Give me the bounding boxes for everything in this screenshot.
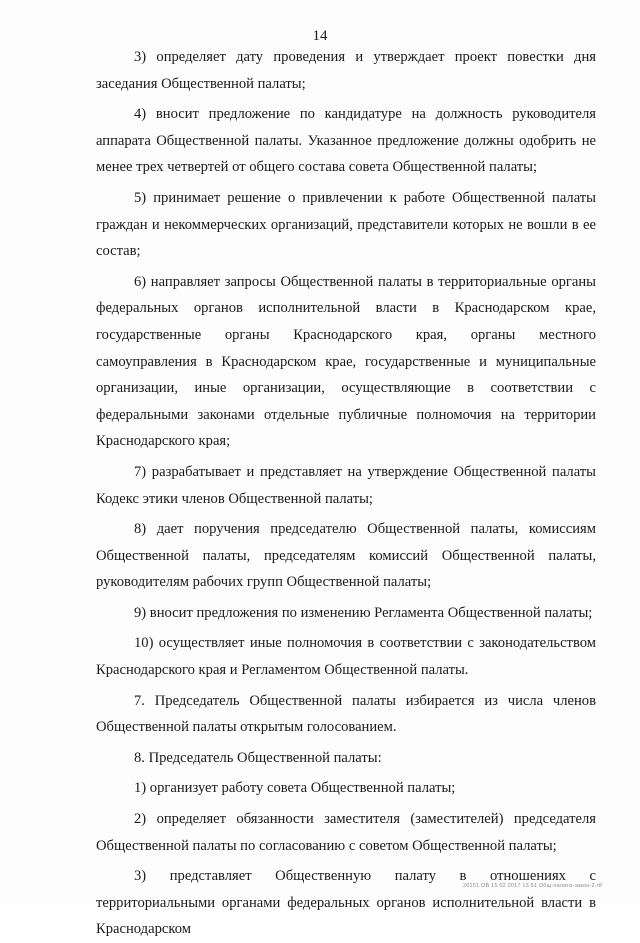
section-7-chair-election: 7. Председатель Общественной палаты избирается из числа членов Общественной палаты открытым голосованием.	[96, 692, 596, 736]
section-8-chair-heading: 8. Председатель Общественной палаты:	[134, 749, 382, 766]
paragraph-item-7: 7) разрабатывает и представляет на утверждение Общественной палаты Кодекс этики членов Общественной палаты;	[96, 463, 596, 507]
file-path-footer: 20151 OB 15 02 2017 13 51 Общ-палата-закон-2.rtf	[462, 883, 602, 889]
paragraph-item-8: 8) дает поручения председателю Общественной палаты, комиссиям Общественной палаты, председателям комиссий Общественной палаты, руководителям рабочих групп Общественной палаты;	[96, 521, 596, 591]
body-text	[96, 44, 596, 943]
page-number: 14	[312, 28, 328, 44]
paragraph-item-5: 5) принимает решение о привлечении к работе Общественной палаты граждан и некоммерческих организаций, представители которых не вошли в ее состав;	[96, 189, 596, 260]
chair-item-3: 3) представляет Общественную палату в отношениях с территориальными органами федеральных органов исполнительной власти в Краснодарском	[96, 868, 596, 938]
paragraph-item-3: 3) определяет дату проведения и утверждает проект повестки дня заседания Общественной палаты;	[96, 49, 596, 92]
paragraph-item-4: 4) вносит предложение по кандидатуре на должность руководителя аппарата Общественной палаты. Указанное предложение должны одобрить не менее трех четвертей от общего состава совета Общественной палаты;	[96, 106, 596, 176]
paragraph-item-9: 9) вносит предложения по изменению Регламента Общественной палаты;	[134, 604, 593, 621]
paragraph-item-6: 6) направляет запросы Общественной палаты в территориальные органы федеральных органов исполнительной власти в Краснодарском крае, государственные органы Краснодарского края, органы местного самоуправления в Краснодарском крае, государственные и муниципальные организации, иные организации, осуществляющие в соответствии с федеральными законами отдельные публичные полномочия на территории Краснодарского края;	[96, 273, 596, 450]
chair-item-2: 2) определяет обязанности заместителя (заместителей) председателя Общественной палаты по согласованию с советом Общественной палаты;	[96, 811, 596, 854]
chair-item-1: 1) организует работу совета Общественной палаты;	[134, 780, 456, 797]
paragraph-item-10: 10) осуществляет иные полномочия в соответствии с законодательством Краснодарского края и Регламентом Общественной палаты.	[96, 635, 596, 679]
